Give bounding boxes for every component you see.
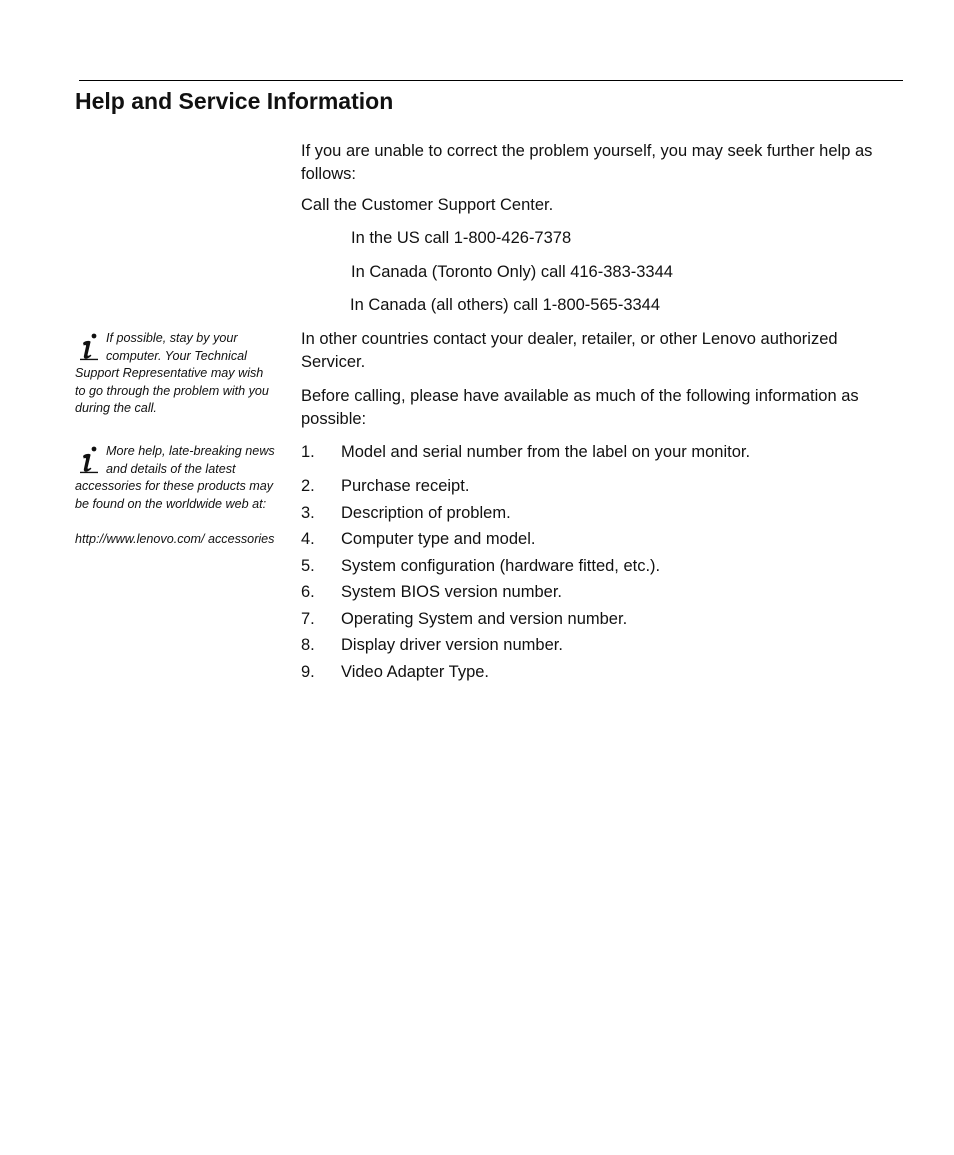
page-title: Help and Service Information: [75, 88, 394, 114]
accessories-url[interactable]: http://www.lenovo.com/ accessories: [75, 531, 275, 546]
sidebar-note-text: More help, late-breaking news and details of the latest accessories for these products may be found on the worldwide web at:: [75, 444, 275, 511]
info-icon: [75, 332, 102, 362]
list-item: [301, 528, 906, 551]
list-item: [301, 441, 906, 464]
list-item-text: System BIOS version number.: [341, 583, 563, 601]
list-item: [301, 608, 906, 631]
phone-canada-others: In Canada (all others) call 1-800-565-3344: [350, 296, 661, 314]
before-calling-paragraph: Before calling, please have available as much of the following information as possible:: [301, 387, 859, 428]
list-item: [301, 634, 906, 657]
list-item-text: Model and serial number from the label on your monitor.: [341, 443, 751, 461]
list-item-number: 5.: [301, 557, 315, 575]
list-item-number: 6.: [301, 583, 315, 601]
list-item-text: Video Adapter Type.: [341, 663, 490, 681]
list-item-number: 1.: [301, 443, 315, 461]
list-item: [301, 581, 906, 604]
list-item-text: Description of problem.: [341, 504, 511, 522]
list-item-text: System configuration (hardware fitted, etc.).: [341, 557, 661, 575]
list-item-text: Display driver version number.: [341, 636, 563, 654]
list-item-number: 2.: [301, 477, 315, 495]
list-item-text: Operating System and version number.: [341, 610, 628, 628]
phone-canada-toronto: In Canada (Toronto Only) call 416-383-3344: [351, 263, 673, 281]
list-item: [301, 661, 906, 684]
phone-us: In the US call 1-800-426-7378: [351, 229, 572, 247]
list-item-text: Purchase receipt.: [341, 477, 470, 495]
list-item: [301, 555, 906, 578]
info-icon: [75, 445, 102, 475]
call-center-paragraph: Call the Customer Support Center.: [301, 196, 554, 214]
list-item: [301, 475, 906, 498]
list-item-number: 8.: [301, 636, 315, 654]
sidebar-note-stay: [75, 330, 275, 418]
other-countries-paragraph: In other countries contact your dealer, retailer, or other Lenovo authorized Servicer.: [301, 330, 838, 371]
sidebar-note-web: [75, 443, 275, 549]
top-rule: [79, 80, 903, 81]
list-item-number: 4.: [301, 530, 315, 548]
intro-paragraph: If you are unable to correct the problem yourself, you may seek further help as follows:: [301, 142, 873, 183]
list-item-number: 7.: [301, 610, 315, 628]
list-item-number: 9.: [301, 663, 315, 681]
list-item-number: 3.: [301, 504, 315, 522]
list-item-text: Computer type and model.: [341, 530, 536, 548]
sidebar-note-text: If possible, stay by your computer. Your Technical Support Representative may wish to go through the problem with you during the call.: [75, 331, 269, 416]
list-item: [301, 502, 906, 525]
